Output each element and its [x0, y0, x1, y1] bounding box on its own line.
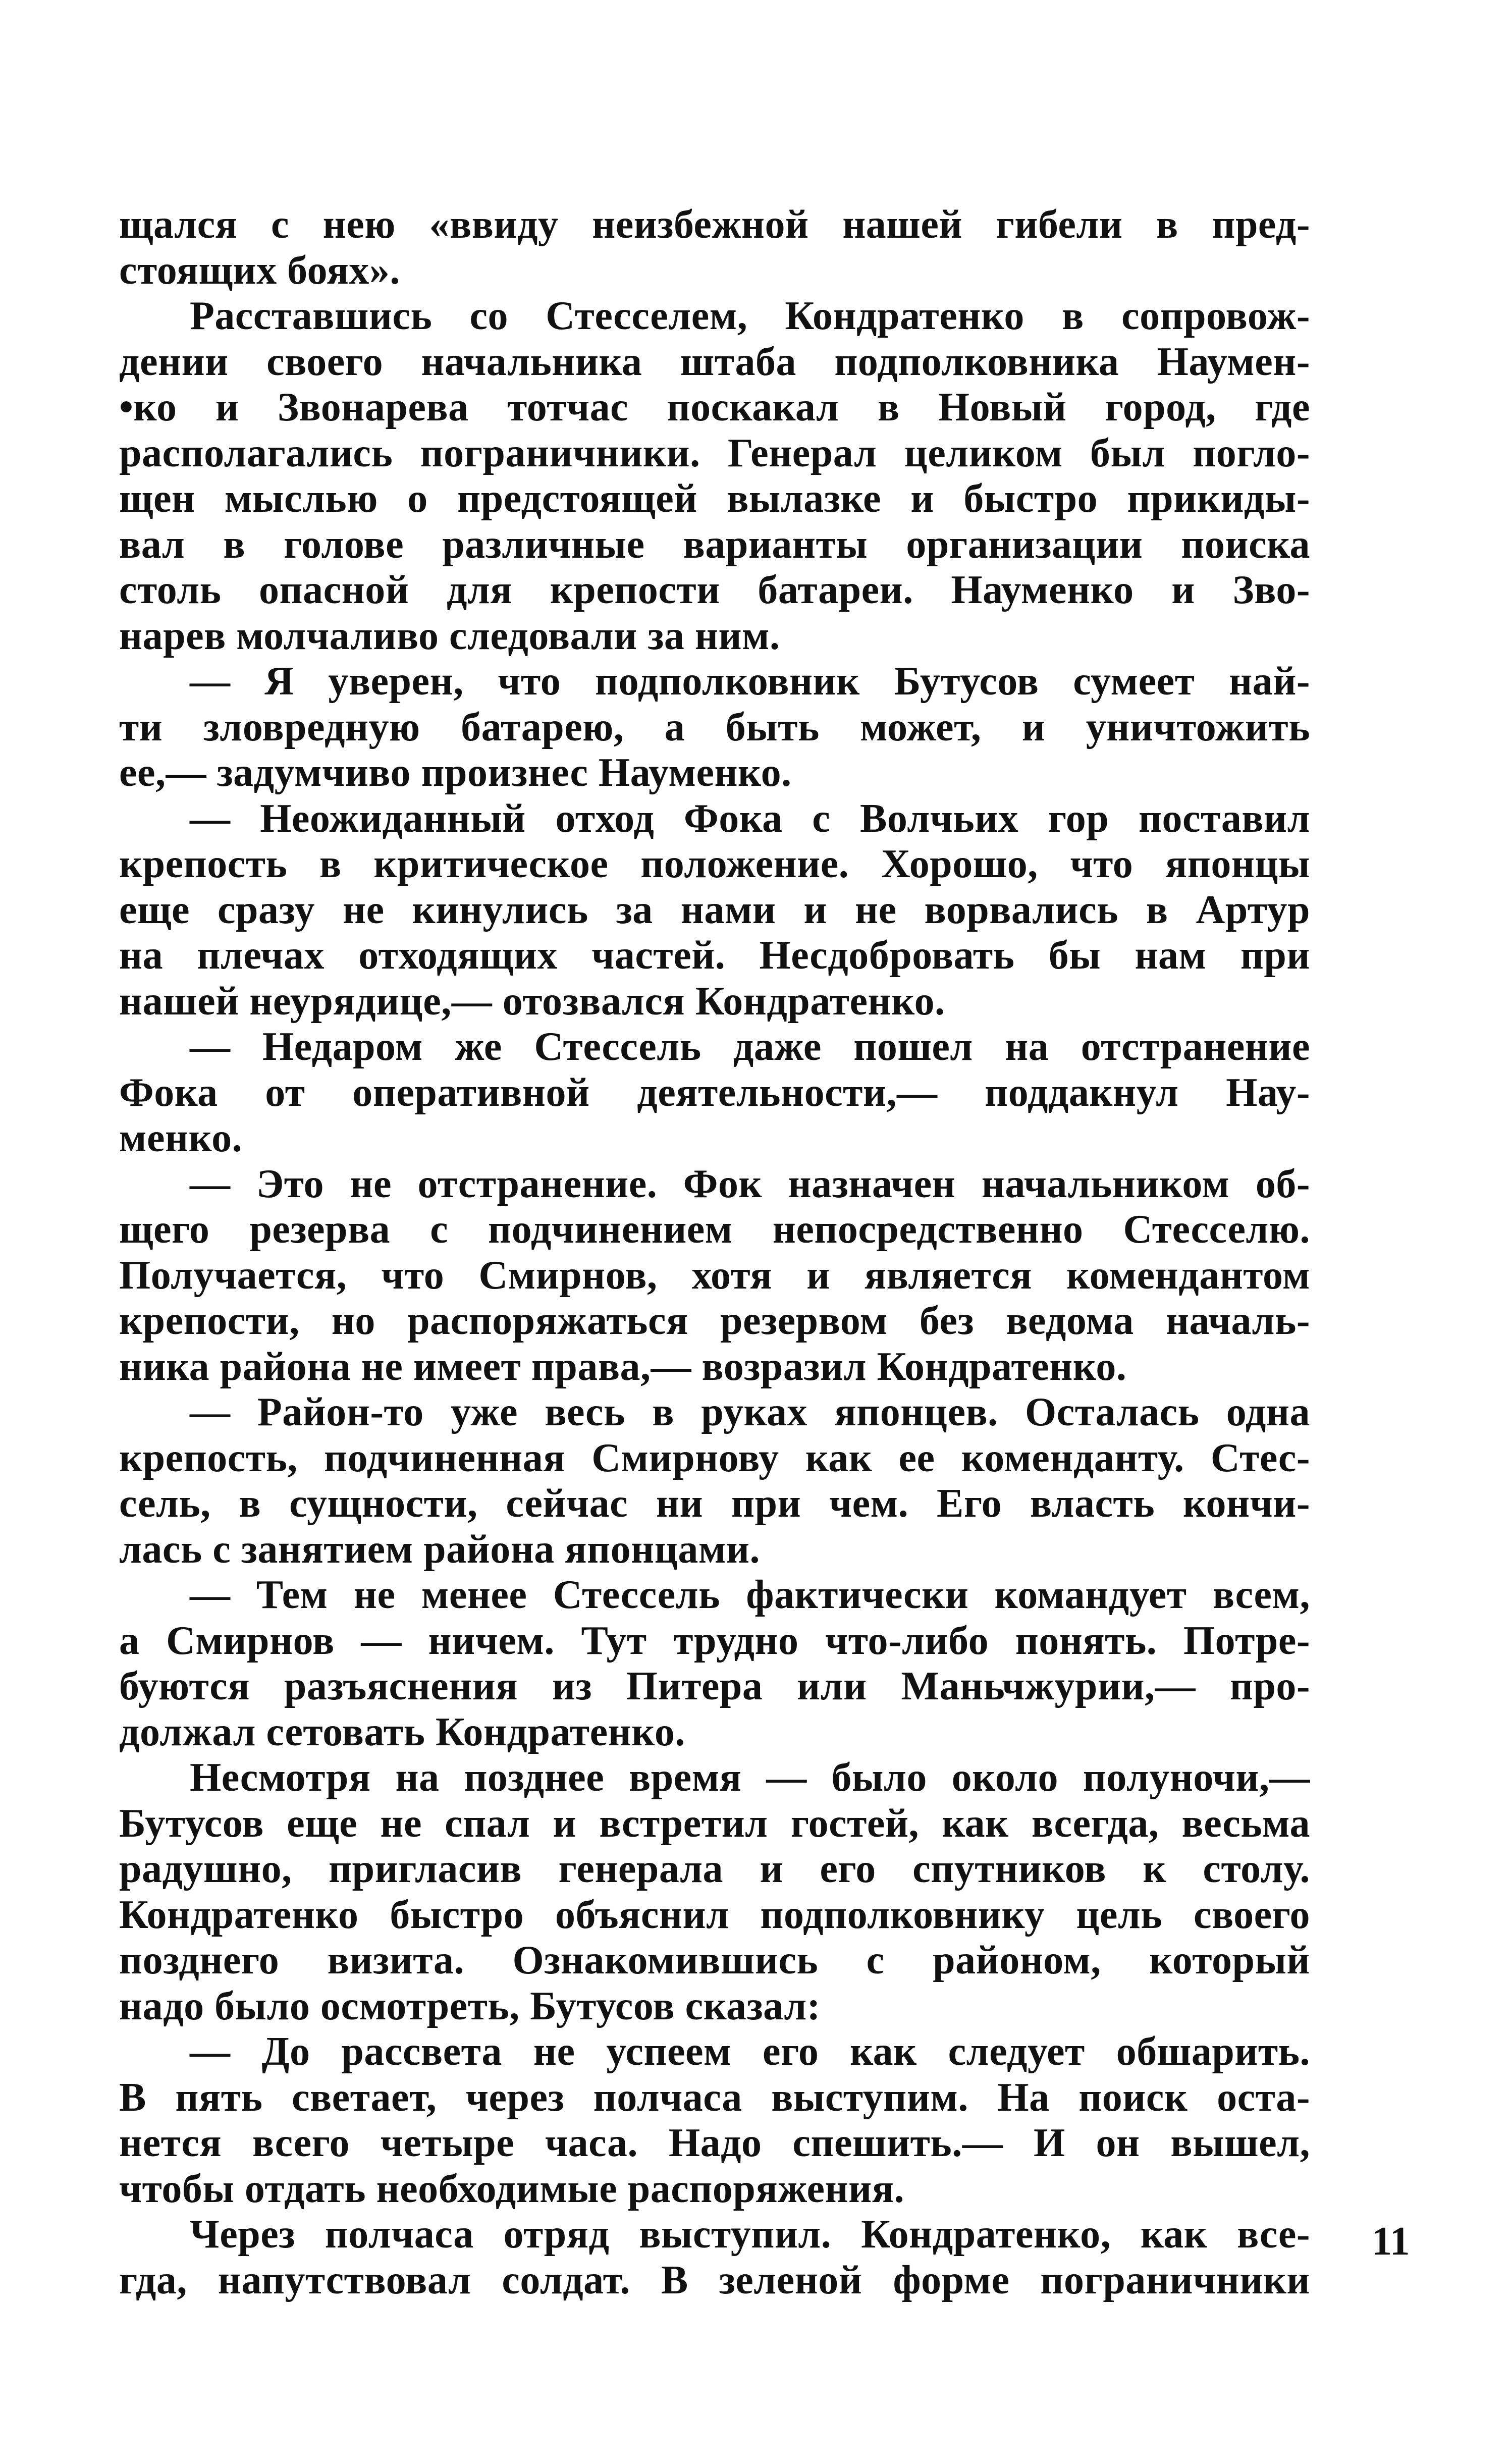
text-line: дении своего начальника штаба подполковника Наумен- — [119, 339, 1310, 384]
text-line: ти зловредную батарею, а быть может, и уничтожить — [119, 705, 1310, 749]
text-line: надо было осмотреть, Бутусов сказал: — [119, 1984, 821, 2028]
text-line: — До рассвета не успеем его как следует обшарить. — [190, 2029, 1310, 2074]
text-line: Расставшись со Стесселем, Кондратенко в сопровож- — [190, 294, 1310, 338]
text-line: — Район-то уже весь в руках японцев. Осталась одна — [190, 1390, 1310, 1434]
text-line: радушно, пригласив генерала и его спутников к столу. — [119, 1847, 1310, 1891]
text-line: — Недаром же Стессель даже пошел на отстранение — [190, 1025, 1310, 1069]
text-line: В пять светает, через полчаса выступим. На поиск оста- — [119, 2075, 1310, 2120]
text-line: щен мыслью о предстоящей вылазке и быстро прикиды- — [119, 476, 1310, 521]
text-line: должал сетовать Кондратенко. — [119, 1709, 685, 1754]
text-line: вал в голове различные варианты организации поиска — [119, 522, 1310, 567]
text-line: Получается, что Смирнов, хотя и является комендантом — [119, 1253, 1310, 1298]
text-line: — Я уверен, что подполковник Бутусов сумеет най- — [190, 659, 1310, 704]
text-line: нашей неурядице,— отозвался Кондратенко. — [119, 979, 945, 1024]
text-line: крепости, но распоряжаться резервом без ведома началь- — [119, 1299, 1310, 1343]
text-line: нется всего четыре часа. Надо спешить.— И он вышел, — [119, 2121, 1310, 2165]
text-line: стоящих боях». — [119, 248, 400, 293]
text-line: столь опасной для крепости батареи. Науменко и Зво- — [119, 568, 1310, 612]
text-line: гда, напутствовал солдат. В зеленой форме пограничники — [119, 2258, 1310, 2302]
text-line: •ко и Звонарева тотчас поскакал в Новый город, где — [119, 385, 1310, 430]
text-line: сель, в сущности, сейчас ни при чем. Его власть кончи- — [119, 1481, 1310, 1526]
text-line: щался с нею «ввиду неизбежной нашей гибели в пред- — [119, 202, 1310, 247]
text-line: — Тем не менее Стессель фактически командует всем, — [190, 1573, 1310, 1617]
text-line: Несмотря на позднее время — было около полуночи,— — [190, 1755, 1310, 1800]
text-line: щего резерва с подчинением непосредственно Стесселю. — [119, 1207, 1310, 1252]
text-line: — Это не отстранение. Фок назначен начальником об- — [190, 1161, 1310, 1206]
text-line: Бутусов еще не спал и встретил гостей, как всегда, весьма — [119, 1801, 1310, 1846]
page-number: 11 — [1372, 2219, 1410, 2264]
text-column — [119, 202, 1310, 2303]
text-line: — Неожиданный отход Фока с Волчьих гор поставил — [190, 796, 1310, 841]
text-line: на плечах отходящих частей. Несдобровать бы нам при — [119, 933, 1310, 978]
text-line: Через полчаса отряд выступил. Кондратенко, как все- — [190, 2212, 1310, 2257]
text-line: еще сразу не кинулись за нами и не ворвались в Артур — [119, 887, 1310, 932]
text-line: крепость, подчиненная Смирнову как ее коменданту. Стес- — [119, 1435, 1310, 1480]
text-line: нарев молчаливо следовали за ним. — [119, 613, 780, 658]
text-line: менко. — [119, 1116, 243, 1160]
text-line: Фока от оперативной деятельности,— поддакнул Нау- — [119, 1070, 1310, 1115]
text-line: буются разъяснения из Питера или Маньчжурии,— про- — [119, 1664, 1310, 1708]
text-line: а Смирнов — ничем. Тут трудно что-либо понять. Потре- — [119, 1618, 1310, 1663]
text-line: ника района не имеет права,— возразил Кондратенко. — [119, 1344, 1127, 1389]
text-line: располагались пограничники. Генерал целиком был погло- — [119, 431, 1310, 475]
text-line: ее,— задумчиво произнес Науменко. — [119, 751, 792, 795]
text-line: крепость в критическое положение. Хорошо, что японцы — [119, 842, 1310, 886]
text-line: лась с занятием района японцами. — [119, 1527, 760, 1572]
text-line: Кондратенко быстро объяснил подполковнику цель своего — [119, 1892, 1310, 1937]
text-line: чтобы отдать необходимые распоряжения. — [119, 2166, 905, 2211]
text-line: позднего визита. Ознакомившись с районом, который — [119, 1938, 1310, 1983]
